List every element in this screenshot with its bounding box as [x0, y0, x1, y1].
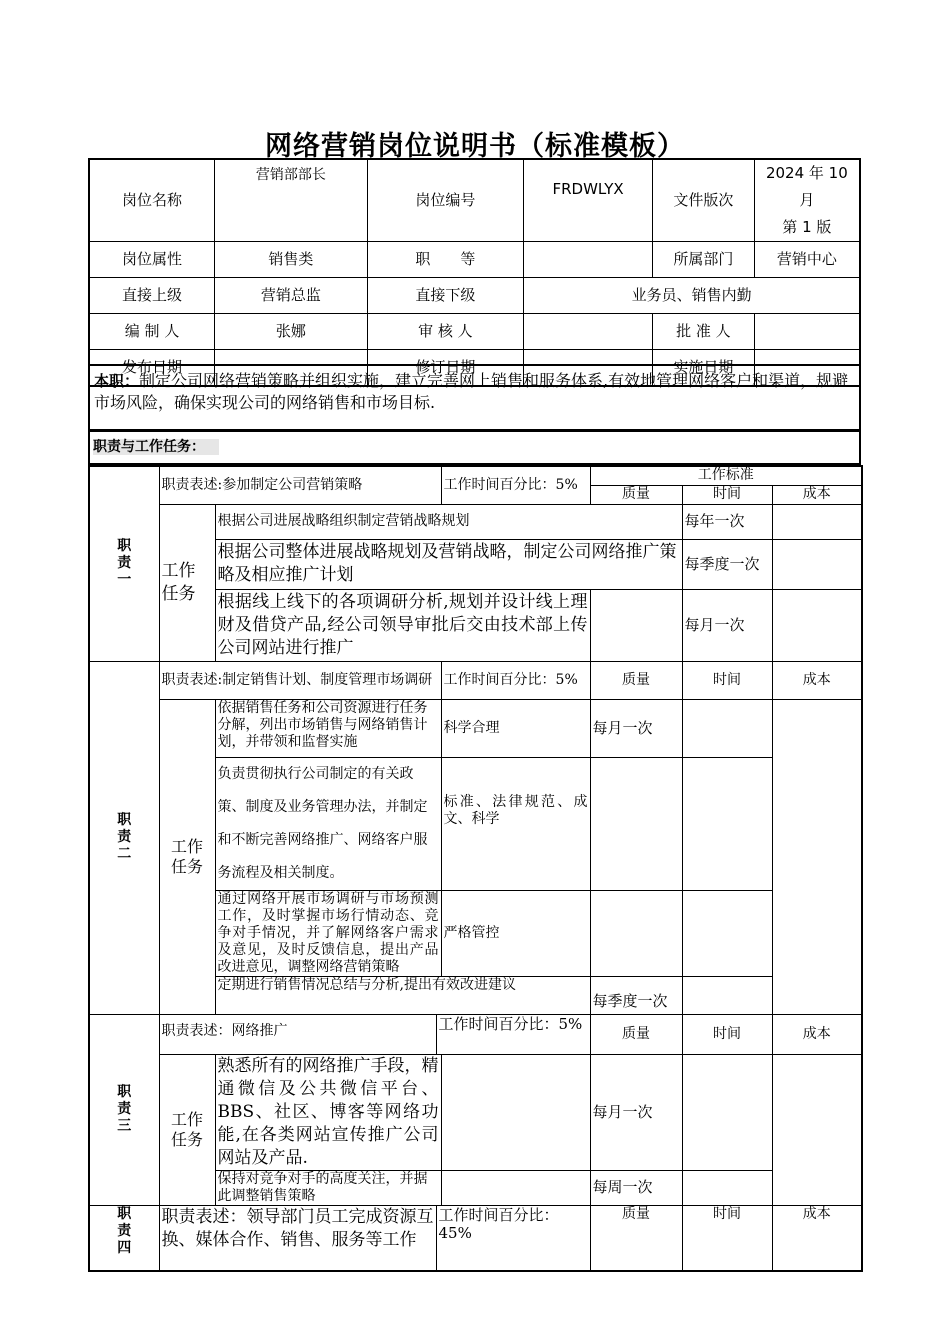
- doc-version-label: 文件版次: [653, 159, 755, 242]
- superior-label: 直接上级: [89, 278, 215, 314]
- duty-4-quality-header: 质量: [590, 1205, 682, 1271]
- duty-4-cost-header: 成本: [772, 1205, 862, 1271]
- impl-date-label: 实施日期: [653, 350, 755, 386]
- duty-2-quality-header: 质量: [590, 661, 682, 699]
- duty-4-label: 职 责 四: [89, 1205, 159, 1271]
- duty-2-task-2-quality: 标准、法律规范、成文、科学: [441, 757, 590, 890]
- duty-4-desc: 职责表述：领导部门员工完成资源互换、媒体合作、销售、服务等工作: [159, 1205, 436, 1271]
- doc-version-number: 第 1 版: [782, 218, 832, 236]
- tasks-header-label: 职责与工作任务：: [93, 439, 219, 455]
- duty-2-label: 职 责 二: [89, 661, 159, 1014]
- duty-1-task-3-time: 每月一次: [682, 589, 772, 661]
- core-duty-cell: [89, 365, 860, 430]
- duties-table: [88, 465, 863, 1272]
- page-title: 网络营销岗位说明书（标准模板）: [265, 131, 685, 162]
- reviewer-label: 审 核 人: [367, 314, 524, 350]
- duty-3-desc: 职责表述：网络推广: [159, 1014, 436, 1054]
- duty-3-work-tasks-label: 工作任务: [159, 1054, 215, 1205]
- duty-3-pct: 工作时间百分比：5%: [436, 1014, 590, 1054]
- duty-2-time-header: 时间: [682, 661, 772, 699]
- duty-3-task-1-cost: [682, 1054, 772, 1170]
- duty-1-quality-header: 质量: [590, 485, 682, 504]
- superior-value: 营销总监: [215, 278, 368, 314]
- job-attr-value: 销售类: [215, 242, 368, 278]
- duty-3-cost-header: 成本: [772, 1014, 862, 1054]
- core-duty-text: 制定公司网络营销策略并组织实施，建立完善网上销售和服务体系,有效地管理网络客户和渠道，规避市场风险，确保实现公司的网络销售和市场目标.: [94, 371, 849, 412]
- duty-1-cost-header: 成本: [772, 485, 862, 504]
- duty-1-task-1: 根据公司进展战略组织制定营销战略规划: [215, 504, 682, 539]
- author-value: 张娜: [215, 314, 368, 350]
- tasks-header: [88, 430, 861, 465]
- job-name-value: 营销部部长: [215, 159, 368, 242]
- duty-2-task-1-time: 每月一次: [590, 699, 682, 757]
- doc-version-value: [754, 159, 860, 242]
- duty-2-task-2-time: [590, 757, 682, 890]
- duty-2-task-3-cost: [682, 890, 772, 976]
- subordinate-label: 直接下级: [367, 278, 524, 314]
- duty-1-task-1-time: 每年一次: [682, 504, 772, 539]
- subordinate-value: 业务员、销售内勤: [524, 278, 860, 314]
- duty-1-task-3-cost: [772, 589, 862, 661]
- duty-2-task-1-cost: [682, 699, 772, 757]
- job-grade-label: 职 等: [367, 242, 524, 278]
- author-label: 编 制 人: [89, 314, 215, 350]
- duty-2-task-4-cost: [682, 976, 772, 1014]
- duty-3-label: 职 责 三: [89, 1014, 159, 1205]
- job-name-label: 岗位名称: [89, 159, 215, 242]
- publish-date-label: 发布日期: [89, 350, 215, 386]
- job-attr-label: 岗位属性: [89, 242, 215, 278]
- duty-2-work-tasks-label: 工作任务: [159, 699, 215, 1014]
- duty-1-task-1-cost: [772, 504, 862, 539]
- job-code-value: FRDWLYX: [524, 159, 653, 242]
- duty-1-time-header: 时间: [682, 485, 772, 504]
- duty-2-task-3-time: [590, 890, 682, 976]
- duty-3-task-2-time: 每周一次: [590, 1170, 682, 1205]
- duty-2-task-1: 依据销售任务和公司资源进行任务分解，列出市场销售与网络销售计划，并带领和监督实施: [215, 699, 441, 757]
- job-code-label: 岗位编号: [367, 159, 524, 242]
- duty-3-task-2: 保持对竞争对手的高度关注，并据此调整销售策略: [215, 1170, 441, 1205]
- duty-2-task-3-quality: 严格管控: [441, 890, 590, 976]
- tasks-header-cell: [89, 431, 860, 464]
- duty-1-task-2-cost: [772, 539, 862, 589]
- duty-1-task-2-time: 每季度一次: [682, 539, 772, 589]
- duty-4-time-header: 时间: [682, 1205, 772, 1271]
- duty-2-task-3: 通过网络开展市场调研与市场预测工作，及时掌握市场行情动态、竞争对手情况，并了解网络客户需求及意见，及时反馈信息，提出产品改进意见，调整网络营销策略: [215, 890, 441, 976]
- duty-2-task-4-time: 每季度一次: [590, 976, 682, 1014]
- duty-1-desc: 职责表述:参加制定公司营销策略: [159, 466, 441, 504]
- duty-2-cost-header: 成本: [772, 661, 862, 699]
- duty-1-work-tasks-label: 工作任务: [159, 504, 215, 661]
- duty-1-task-2: 根据公司整体进展战略规划及营销战略，制定公司网络推广策略及相应推广计划: [215, 539, 682, 589]
- doc-version-date: 2024 年 10 月: [765, 164, 848, 209]
- core-duty-label: 本职：: [94, 372, 140, 390]
- approver-value: [754, 314, 860, 350]
- duty-2-task-2: 负责贯彻执行公司制定的有关政策、制度及业务管理办法，并制定和不断完善网络推广、网络客户服务流程及相关制度。: [215, 757, 441, 890]
- duty-2-task-4: 定期进行销售情况总结与分析,提出有效改进建议: [215, 976, 590, 1014]
- duty-3-task-1-quality: [441, 1054, 590, 1170]
- duty-1-pct: 工作时间百分比：5%: [441, 466, 590, 504]
- dept-value: 营销中心: [754, 242, 860, 278]
- duty-3-time-header: 时间: [682, 1014, 772, 1054]
- duty-3-quality-header: 质量: [590, 1014, 682, 1054]
- duty-2-task-2-cost: [682, 757, 772, 890]
- core-duty-section: [88, 364, 861, 431]
- duty-3-task-1: 熟悉所有的网络推广手段，精通微信及公共微信平台、BBS、社区、博客等网络功能,在各类网站宣传推广公司网站及产品.: [215, 1054, 441, 1170]
- reviewer-value: [524, 314, 653, 350]
- duty-1-task-3: 根据线上线下的各项调研分析,规划并设计线上理财及借贷产品,经公司领导审批后交由技术部上传公司网站进行推广: [215, 589, 590, 661]
- revise-date-label: 修订日期: [367, 350, 524, 386]
- duty-2-desc: 职责表述:制定销售计划、制度管理市场调研: [159, 661, 441, 699]
- duty-1-task-3-quality: [590, 589, 682, 661]
- duty-3-task-2-cost: [682, 1170, 772, 1205]
- duty-2-pct: 工作时间百分比：5%: [441, 661, 590, 699]
- duty-3-task-1-time: 每月一次: [590, 1054, 682, 1170]
- dept-label: 所属部门: [653, 242, 755, 278]
- duty-4-pct: 工作时间百分比：45%: [436, 1205, 590, 1271]
- approver-label: 批 准 人: [653, 314, 755, 350]
- job-info-table: [88, 158, 861, 387]
- duty-1-label: 职 责 一: [89, 466, 159, 661]
- duty-3-task-2-quality: [441, 1170, 590, 1205]
- job-grade-value: [524, 242, 653, 278]
- duty-1-work-standard: 工作标准: [590, 466, 862, 485]
- duty-2-task-1-quality: 科学合理: [441, 699, 590, 757]
